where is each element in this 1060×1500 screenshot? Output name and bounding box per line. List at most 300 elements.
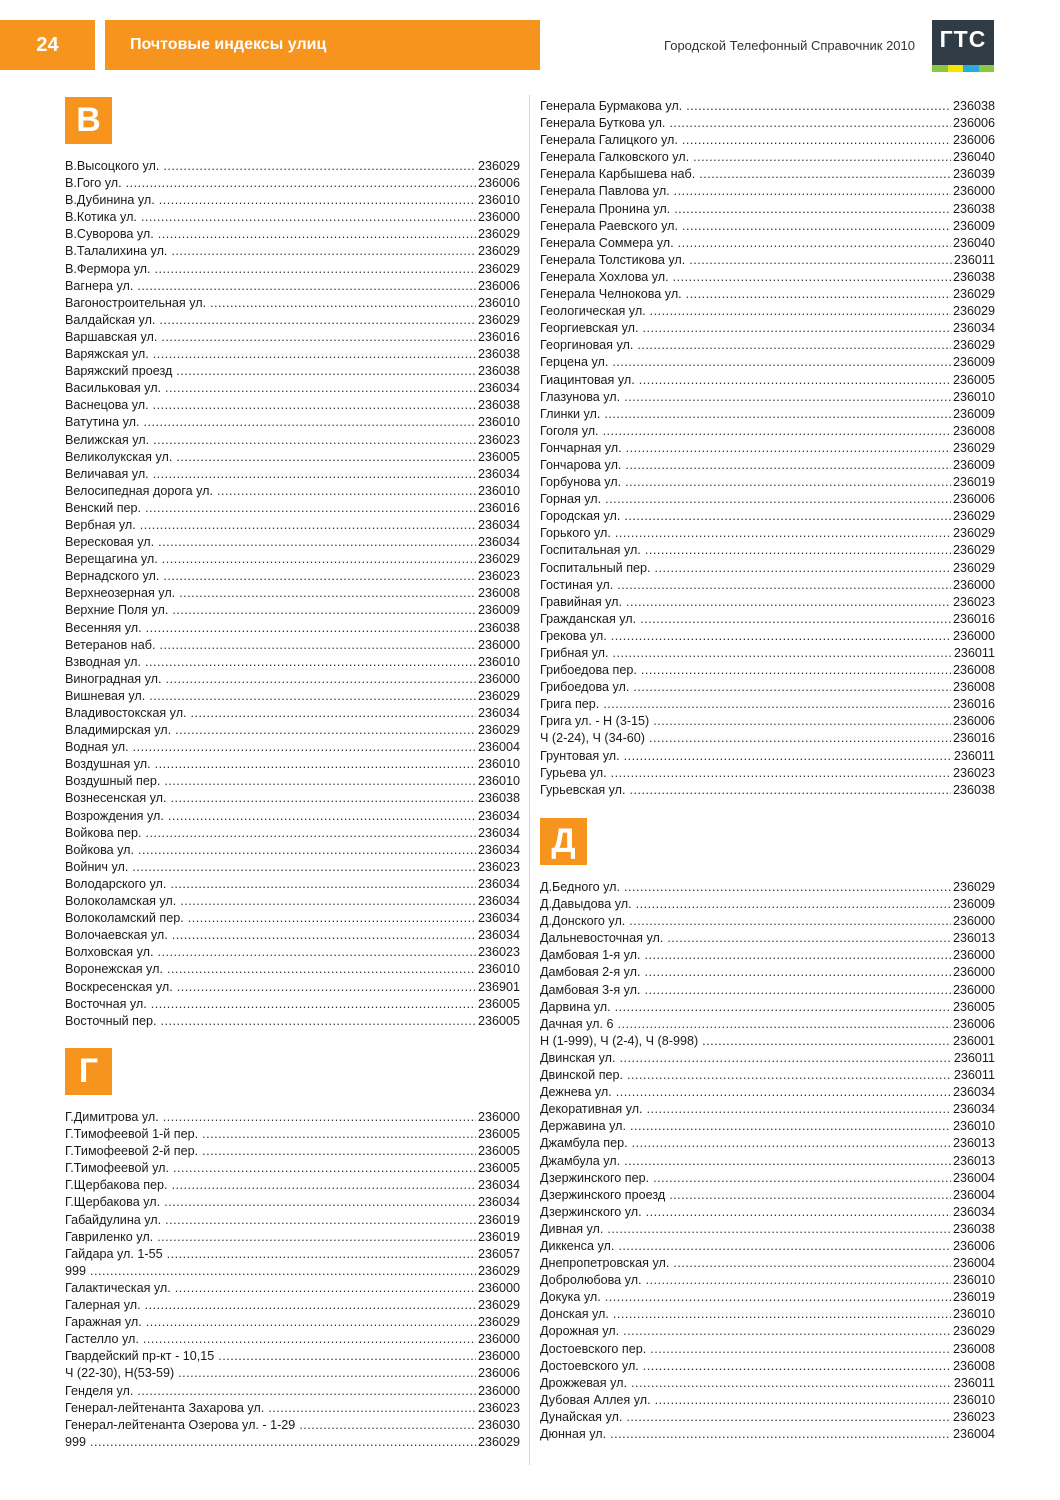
postal-code: 236008 [952, 1358, 995, 1373]
street-name: Геологическая ул. [540, 304, 646, 319]
street-name: Венский пер. [65, 500, 142, 515]
postal-code: 236006 [952, 714, 995, 729]
street-entry [65, 1434, 520, 1451]
street-entry [540, 235, 995, 252]
postal-code: 236038 [477, 398, 520, 413]
street-name: Велосипедная дорога ул. [65, 483, 214, 498]
street-name: Ветеранов наб. [65, 637, 156, 652]
dot-leader [624, 389, 951, 406]
street-entry [540, 964, 995, 981]
dot-leader [175, 1280, 476, 1297]
street-entry [65, 893, 520, 910]
street-name: Добролюбова ул. [540, 1273, 642, 1288]
street-entry [540, 372, 995, 389]
dot-leader [643, 1358, 951, 1375]
postal-code: 236057 [477, 1246, 520, 1261]
dot-leader [143, 414, 476, 431]
dot-leader [603, 423, 951, 440]
dot-leader [202, 1126, 476, 1143]
street-name: Владивостокская ул. [65, 706, 187, 720]
street-entry [540, 1084, 995, 1101]
street-name: Гурьевская ул. [540, 782, 626, 797]
street-name: Генерал-лейтенанта Озерова ул. - 1-29 [65, 1417, 296, 1432]
postal-code: 236000 [952, 577, 995, 592]
street-entry [65, 1177, 520, 1194]
dot-leader [689, 252, 952, 269]
dot-leader [90, 1434, 476, 1451]
dot-leader [624, 508, 951, 525]
street-entry [65, 1212, 520, 1229]
dot-leader [126, 175, 476, 192]
street-entry [540, 730, 995, 747]
street-name: Велижская ул. [65, 432, 150, 447]
street-entry [65, 380, 520, 397]
dot-leader [673, 1255, 951, 1272]
postal-code: 236009 [952, 457, 995, 472]
postal-code: 236029 [477, 1263, 520, 1278]
street-name: Возрождения ул. [65, 808, 164, 823]
postal-code: 236029 [952, 304, 995, 319]
street-name: Герцена ул. [540, 355, 609, 370]
street-entry [540, 679, 995, 696]
dot-leader [607, 1221, 951, 1238]
street-entry [65, 449, 520, 466]
dot-leader [218, 1348, 476, 1365]
dot-leader [140, 517, 476, 534]
dot-leader [176, 363, 476, 380]
postal-code: 236023 [477, 569, 520, 584]
postal-code: 236029 [952, 880, 995, 894]
street-name: Верещагина ул. [65, 552, 158, 567]
street-name: Достоевского пер. [540, 1341, 647, 1356]
street-entry [540, 611, 995, 628]
street-entry [540, 896, 995, 913]
street-entry [540, 1409, 995, 1426]
street-name: Генерала Хохлова ул. [540, 269, 669, 284]
dot-leader [165, 380, 476, 397]
street-name: Гончарова ул. [540, 457, 622, 472]
street-name: Гурьева ул. [540, 765, 607, 780]
street-entry [65, 722, 520, 739]
street-name: Варшавская ул. [65, 329, 158, 344]
street-entry [540, 999, 995, 1016]
street-name: В.Высоцкого ул. [65, 159, 160, 173]
postal-code: 236005 [477, 1127, 520, 1142]
page-header [0, 0, 1060, 75]
postal-code: 236000 [477, 1383, 520, 1398]
postal-code: 236038 [952, 782, 995, 797]
street-entry [540, 201, 995, 218]
street-name: Варяжский проезд [65, 364, 173, 379]
street-name: Володарского ул. [65, 876, 167, 891]
street-entry [65, 637, 520, 654]
postal-code: 236029 [952, 287, 995, 302]
postal-code: 236010 [952, 1273, 995, 1288]
street-name: Двинская ул. [540, 1050, 616, 1065]
postal-code: 236000 [477, 210, 520, 225]
street-name: Васильковая ул. [65, 381, 162, 396]
postal-code: 236010 [477, 295, 520, 310]
street-entry [65, 1109, 520, 1126]
street-name: Дзержинского проезд [540, 1187, 666, 1202]
street-entry [540, 913, 995, 930]
street-name: Генерала Карбышева наб. [540, 167, 696, 182]
street-name: Дорожная ул. [540, 1324, 620, 1339]
postal-code: 236029 [952, 560, 995, 575]
postal-code: 236004 [952, 1427, 995, 1441]
street-name: Гайдара ул. 1-55 [65, 1246, 163, 1261]
postal-code: 236029 [477, 1315, 520, 1330]
street-name: Докука ул. [540, 1290, 601, 1305]
street-name: Гражданская ул. [540, 611, 637, 626]
dot-leader [172, 602, 476, 619]
street-name: Весенняя ул. [65, 620, 142, 635]
street-name: Габайдулина ул. [65, 1212, 162, 1227]
postal-code: 236029 [952, 526, 995, 541]
dot-leader [616, 1084, 951, 1101]
street-entry [540, 560, 995, 577]
street-list-g-left [65, 1109, 520, 1451]
street-name: Великолукская ул. [65, 449, 173, 464]
dot-leader [699, 166, 951, 183]
postal-code: 236023 [952, 1409, 995, 1424]
dot-leader [626, 440, 951, 457]
dot-leader [630, 1118, 951, 1135]
street-entry [65, 961, 520, 978]
street-entry [65, 397, 520, 414]
postal-code: 236010 [952, 389, 995, 404]
dot-leader [686, 98, 951, 115]
street-name: Воронежская ул. [65, 962, 163, 977]
dot-leader [626, 594, 951, 611]
street-entry [540, 423, 995, 440]
street-entry [540, 645, 995, 662]
street-entry [65, 1194, 520, 1211]
street-name: 999 [65, 1263, 87, 1278]
street-name: Гаражная ул. [65, 1315, 142, 1330]
page-number: 24 [0, 20, 95, 70]
dot-leader [163, 158, 476, 175]
postal-code: 236011 [953, 1068, 995, 1083]
postal-code: 236016 [952, 731, 995, 746]
section-title: Почтовые индексы улиц [105, 20, 540, 70]
street-name: В.Дубинина ул. [65, 193, 155, 208]
street-name: Грунтовая ул. [540, 748, 620, 763]
street-entry [65, 773, 520, 790]
postal-code: 236034 [477, 825, 520, 840]
dot-leader [157, 944, 476, 961]
dot-leader [674, 183, 951, 200]
dot-leader [158, 226, 476, 243]
street-entry [540, 1135, 995, 1152]
street-entry [540, 1238, 995, 1255]
street-name: Вербная ул. [65, 517, 136, 532]
dot-leader [645, 982, 951, 999]
street-entry [65, 175, 520, 192]
postal-code: 236000 [952, 965, 995, 980]
postal-code: 236034 [477, 842, 520, 857]
street-name: Восточная ул. [65, 996, 147, 1011]
postal-code: 236010 [477, 654, 520, 669]
street-name: Г.Щербакова пер. [65, 1178, 168, 1193]
street-entry [540, 98, 995, 115]
street-entry [540, 713, 995, 730]
postal-code: 236005 [477, 449, 520, 464]
street-name: Дальневосточная ул. [540, 931, 664, 946]
street-entry [540, 132, 995, 149]
dot-leader [640, 611, 951, 628]
postal-code: 236006 [952, 116, 995, 131]
street-entry [540, 269, 995, 286]
street-name: Глазунова ул. [540, 389, 621, 404]
street-entry [65, 602, 520, 619]
dot-leader [145, 825, 475, 842]
street-entry [540, 115, 995, 132]
dot-leader [168, 808, 476, 825]
postal-code: 236016 [952, 611, 995, 626]
street-name: Владимирская ул. [65, 723, 172, 738]
postal-code: 236029 [477, 552, 520, 567]
dot-leader [164, 773, 476, 790]
street-name: Верхние Поля ул. [65, 603, 169, 618]
postal-code: 236006 [477, 278, 520, 293]
dot-leader [217, 483, 476, 500]
dot-leader [611, 628, 951, 645]
postal-code: 236023 [952, 765, 995, 780]
street-entry [65, 1331, 520, 1348]
street-name: Дежнева ул. [540, 1085, 612, 1100]
street-entry [540, 508, 995, 525]
postal-code: 236030 [477, 1417, 520, 1432]
postal-code: 236005 [952, 372, 995, 387]
postal-code: 236011 [953, 252, 995, 267]
street-name: Генерал-лейтенанта Захарова ул. [65, 1400, 265, 1415]
street-name: Г.Тимофеевой ул. [65, 1161, 169, 1176]
postal-code: 236000 [952, 914, 995, 929]
street-entry [65, 756, 520, 773]
street-entry [65, 1348, 520, 1365]
dot-leader [145, 1297, 476, 1314]
postal-code: 236000 [477, 671, 520, 686]
postal-code: 236000 [477, 1332, 520, 1347]
street-name: Волоколамский пер. [65, 911, 184, 926]
postal-code: 236034 [477, 928, 520, 943]
street-name: Генерала Бурмакова ул. [540, 99, 683, 113]
dot-leader [163, 568, 476, 585]
street-name: В.Талалихина ул. [65, 244, 168, 259]
dot-leader [175, 722, 476, 739]
dot-leader [650, 303, 951, 320]
postal-code: 236000 [952, 948, 995, 963]
dot-leader [615, 999, 951, 1016]
street-entry [65, 1126, 520, 1143]
street-entry [65, 500, 520, 517]
postal-code: 236038 [477, 791, 520, 806]
postal-code: 236005 [477, 996, 520, 1011]
street-name: Васнецова ул. [65, 398, 149, 413]
street-entry [540, 1375, 995, 1392]
street-name: Волочаевская ул. [65, 928, 168, 943]
dot-leader [604, 406, 951, 423]
postal-code: 236039 [952, 167, 995, 182]
dot-leader [623, 1323, 951, 1340]
street-entry [65, 568, 520, 585]
postal-code: 236019 [952, 475, 995, 490]
dot-leader [612, 354, 951, 371]
street-entry [540, 577, 995, 594]
street-entry [540, 748, 995, 765]
street-name: Н (1-999), Ч (2-4), Ч (8-998) [540, 1033, 699, 1048]
dot-leader [172, 927, 476, 944]
street-entry [65, 944, 520, 961]
street-entry [540, 303, 995, 320]
street-name: Галактическая ул. [65, 1280, 171, 1295]
street-entry [65, 808, 520, 825]
postal-code: 236034 [477, 1195, 520, 1210]
postal-code: 236005 [477, 1013, 520, 1028]
street-name: Генделя ул. [65, 1383, 134, 1398]
street-entry [65, 585, 520, 602]
street-entry [540, 1050, 995, 1067]
street-entry [540, 1101, 995, 1118]
street-name: Валдайская ул. [65, 312, 156, 327]
dot-leader [650, 1341, 951, 1358]
street-name: Дамбовая 3-я ул. [540, 982, 641, 997]
dot-leader [157, 1229, 476, 1246]
dot-leader [673, 269, 951, 286]
street-entry [540, 457, 995, 474]
postal-code: 236019 [477, 1229, 520, 1244]
street-name: Взводная ул. [65, 654, 141, 669]
postal-code: 236038 [477, 347, 520, 362]
street-entry [65, 876, 520, 893]
dot-leader [625, 474, 951, 491]
street-name: Водная ул. [65, 740, 129, 755]
postal-code: 236016 [477, 500, 520, 515]
street-entry [540, 1392, 995, 1409]
street-name: Войнич ул. [65, 859, 129, 874]
section-letter-d: Д [540, 818, 587, 865]
postal-code: 236023 [952, 594, 995, 609]
postal-code: 236040 [952, 235, 995, 250]
street-name: Георгиевская ул. [540, 321, 639, 336]
street-entry [65, 363, 520, 380]
postal-code: 236006 [952, 133, 995, 148]
postal-code: 236029 [477, 1298, 520, 1313]
street-name: Дунайская ул. [540, 1409, 623, 1424]
street-name: Варяжская ул. [65, 347, 149, 362]
postal-code: 236023 [477, 1400, 520, 1415]
street-entry [65, 620, 520, 637]
street-entry [540, 252, 995, 269]
postal-code: 236008 [952, 663, 995, 678]
dot-leader [202, 1143, 476, 1160]
postal-code: 236034 [477, 381, 520, 396]
postal-code: 236034 [477, 876, 520, 891]
dot-leader [161, 329, 476, 346]
street-name: Джамбула ул. [540, 1153, 621, 1168]
street-entry [65, 243, 520, 260]
postal-code: 236004 [952, 1256, 995, 1271]
postal-code: 236005 [477, 1161, 520, 1176]
street-name: Д.Донского ул. [540, 914, 626, 929]
dot-leader [617, 1016, 951, 1033]
postal-code: 236000 [477, 1280, 520, 1295]
postal-code: 236038 [477, 620, 520, 635]
street-name: Горная ул. [540, 492, 602, 507]
street-name: Гиацинтовая ул. [540, 372, 635, 387]
postal-code: 236009 [952, 355, 995, 370]
street-entry [540, 1067, 995, 1084]
dot-leader [702, 1033, 951, 1050]
postal-code: 236034 [477, 517, 520, 532]
postal-code: 236029 [477, 227, 520, 242]
dot-leader [631, 1375, 952, 1392]
street-entry [65, 1314, 520, 1331]
street-entry [65, 1263, 520, 1280]
dot-leader [137, 1383, 476, 1400]
street-entry [540, 406, 995, 423]
street-name: Ч (22-30), Н(53-59) [65, 1366, 175, 1381]
dot-leader [176, 449, 476, 466]
street-name: Г.Димитрова ул. [65, 1110, 159, 1124]
street-entry [540, 1358, 995, 1375]
street-entry [65, 432, 520, 449]
dot-leader [636, 896, 951, 913]
postal-code: 236029 [952, 338, 995, 353]
street-entry [65, 414, 520, 431]
dot-leader [146, 620, 476, 637]
street-entry [65, 1160, 520, 1177]
street-entry [65, 1365, 520, 1382]
postal-code: 236001 [952, 1033, 995, 1048]
dot-leader [180, 893, 476, 910]
postal-code: 236023 [477, 945, 520, 960]
postal-code: 236006 [477, 1366, 520, 1381]
street-name: Дюнная ул. [540, 1427, 607, 1441]
postal-code: 236010 [477, 962, 520, 977]
street-entry [540, 1221, 995, 1238]
postal-code: 236010 [477, 483, 520, 498]
street-entry [65, 1383, 520, 1400]
street-entry [540, 930, 995, 947]
postal-code: 236029 [952, 1324, 995, 1339]
street-entry [540, 662, 995, 679]
street-name: Дамбовая 2-я ул. [540, 965, 641, 980]
postal-code: 236034 [477, 1178, 520, 1193]
street-entry [65, 910, 520, 927]
postal-code: 236013 [952, 1136, 995, 1151]
street-name: Двинской пер. [540, 1068, 624, 1083]
dot-leader [682, 218, 951, 235]
street-name: Грибоедова ул. [540, 680, 630, 695]
street-entry [65, 1400, 520, 1417]
street-name: Генерала Толстикова ул. [540, 252, 686, 267]
postal-code: 236029 [952, 440, 995, 455]
street-name: Г.Тимофеевой 1-й пер. [65, 1127, 199, 1142]
column-divider [529, 95, 530, 1465]
street-entry [540, 1341, 995, 1358]
postal-code: 236011 [953, 1375, 995, 1390]
postal-code: 236008 [952, 1341, 995, 1356]
street-entry [540, 879, 995, 896]
street-entry [65, 192, 520, 209]
dot-leader [613, 1306, 951, 1323]
postal-code: 236029 [477, 244, 520, 259]
dot-leader [138, 842, 476, 859]
dot-leader [141, 209, 476, 226]
street-entry [65, 534, 520, 551]
